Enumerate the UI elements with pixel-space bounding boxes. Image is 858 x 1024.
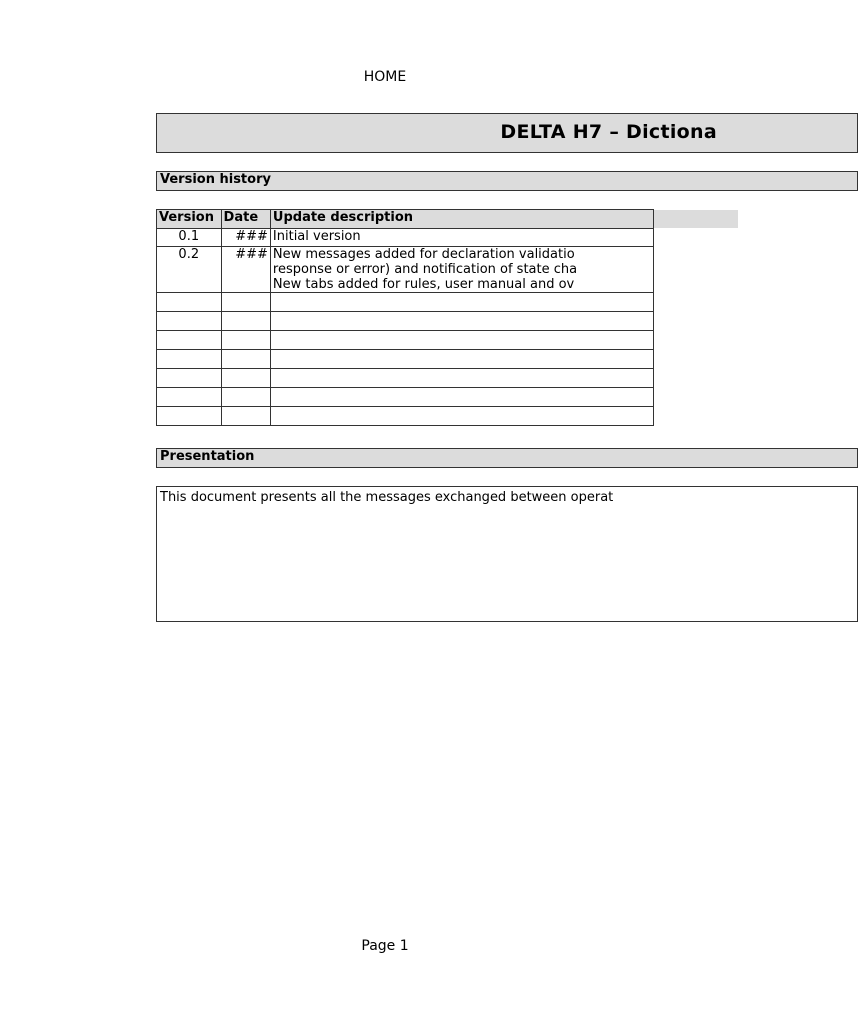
empty-cell bbox=[270, 293, 653, 312]
empty-cell bbox=[157, 293, 222, 312]
empty-cell bbox=[221, 407, 270, 426]
table-row bbox=[157, 247, 654, 293]
version-history-header bbox=[156, 171, 858, 191]
document-title-box bbox=[156, 113, 858, 153]
empty-cell bbox=[221, 293, 270, 312]
empty-cell bbox=[270, 350, 653, 369]
page-header: HOME bbox=[363, 69, 407, 85]
empty-cell bbox=[221, 388, 270, 407]
column-header-description: Update description bbox=[270, 210, 653, 229]
date-cell: ### bbox=[221, 229, 270, 247]
empty-cell bbox=[157, 369, 222, 388]
description-cell bbox=[270, 229, 653, 247]
table-row bbox=[157, 229, 654, 247]
description-line: New tabs added for rules, user manual and ov bbox=[272, 277, 575, 292]
presentation-text: This document presents all the messages exchanged between operat bbox=[160, 490, 614, 505]
description-line: Initial version bbox=[272, 229, 361, 244]
empty-row bbox=[157, 312, 654, 331]
document-title: DELTA H7 – Dictiona bbox=[500, 121, 717, 143]
empty-cell bbox=[270, 388, 653, 407]
empty-cell bbox=[221, 350, 270, 369]
description-cell bbox=[270, 247, 653, 293]
version-history-table bbox=[156, 209, 654, 426]
empty-cell bbox=[270, 407, 653, 426]
empty-cell bbox=[221, 331, 270, 350]
empty-row bbox=[157, 293, 654, 312]
empty-row bbox=[157, 369, 654, 388]
version-cell: 0.1 bbox=[157, 229, 222, 247]
presentation-header bbox=[156, 448, 858, 468]
empty-cell bbox=[270, 331, 653, 350]
description-line: response or error) and notification of state cha bbox=[272, 262, 578, 277]
date-cell: ### bbox=[221, 247, 270, 293]
presentation-text-box bbox=[156, 486, 858, 622]
empty-cell bbox=[157, 331, 222, 350]
version-history-heading: Version history bbox=[160, 172, 271, 187]
empty-row bbox=[157, 350, 654, 369]
column-header-date: Date bbox=[221, 210, 270, 229]
empty-cell bbox=[270, 312, 653, 331]
empty-row bbox=[157, 407, 654, 426]
empty-row bbox=[157, 331, 654, 350]
description-line: New messages added for declaration validatio bbox=[272, 247, 575, 262]
empty-cell bbox=[221, 312, 270, 331]
empty-cell bbox=[270, 369, 653, 388]
page-footer: Page 1 bbox=[361, 938, 409, 954]
empty-cell bbox=[157, 388, 222, 407]
empty-cell bbox=[157, 407, 222, 426]
version-cell: 0.2 bbox=[157, 247, 222, 293]
table-header-overflow-fill bbox=[654, 210, 738, 228]
presentation-heading: Presentation bbox=[160, 449, 255, 464]
column-header-version: Version bbox=[157, 210, 222, 229]
empty-cell bbox=[221, 369, 270, 388]
table-header-row bbox=[157, 210, 654, 229]
empty-row bbox=[157, 388, 654, 407]
empty-cell bbox=[157, 312, 222, 331]
empty-cell bbox=[157, 350, 222, 369]
